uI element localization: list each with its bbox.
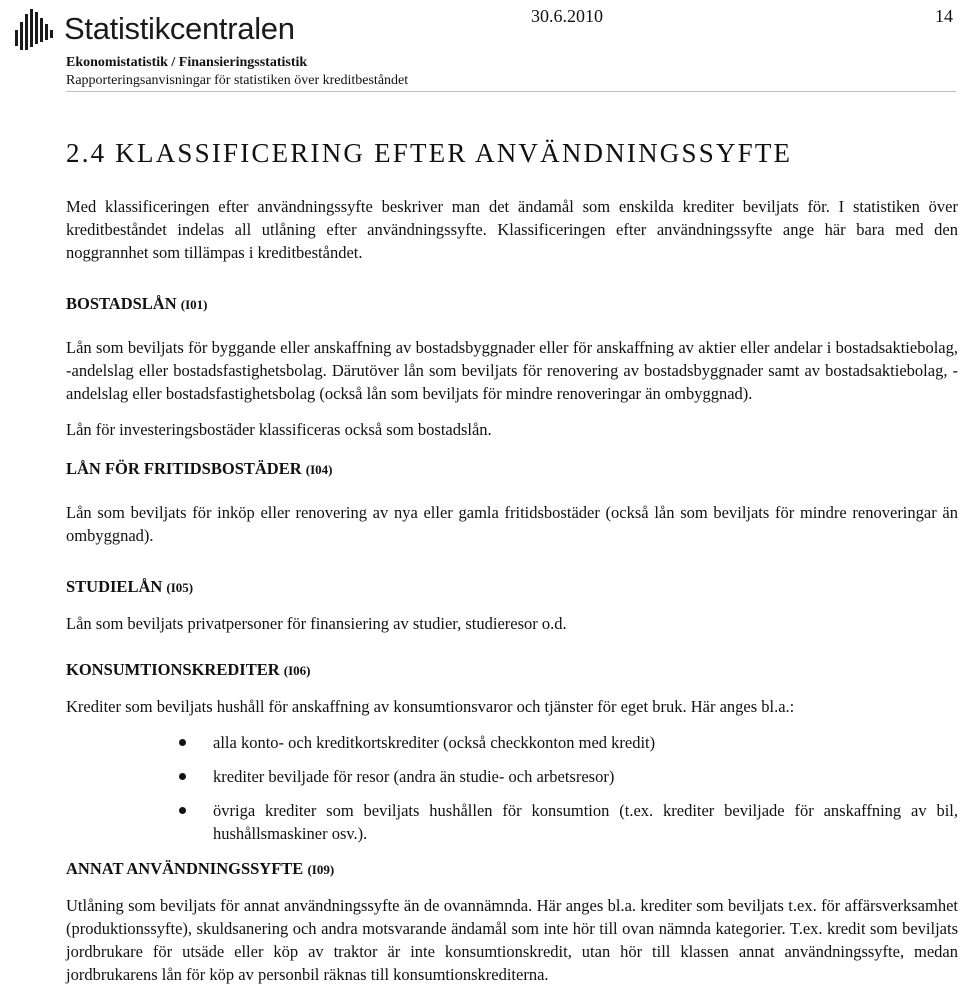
category-paragraph: Krediter som beviljats hushåll för anskaffning av konsumtionsvaror och tjänster för eget bruk. Här anges bl.a.: (66, 697, 795, 716)
header-date: 30.6.2010 (531, 6, 603, 26)
category-heading (66, 575, 958, 599)
section-title: 2.4 KLASSIFICERING EFTER ANVÄNDNINGSSYFTE (66, 138, 793, 168)
category-title: LÅN FÖR FRITIDSBOSTÄDER (66, 459, 302, 478)
logo-text: Statistikcentralen (64, 11, 295, 46)
list-item: övriga krediter som beviljats hushållen för konsumtion (t.ex. krediter beviljade för anskaffning av bil, hushållsmaskiner osv.). (66, 799, 958, 845)
bullet-icon (179, 739, 186, 746)
category-paragraph: Lån som beviljats för inköp eller renovering av nya eller gamla fritidsbostäder (också lån som beviljats för mindre renoveringar än ombyggnad). (66, 503, 958, 545)
category-studielan (66, 575, 958, 635)
category-code: (I04) (305, 462, 333, 477)
page-content (66, 138, 958, 986)
statistikcentralen-logo (14, 4, 295, 54)
category-fritidsbostader (66, 457, 958, 547)
category-code: (I09) (307, 862, 335, 877)
category-heading (66, 857, 958, 881)
list-item: alla konto- och kreditkortskrediter (också checkkonton med kredit) (66, 731, 958, 754)
department-line: Ekonomistatistik / Finansieringsstatistik (66, 55, 308, 70)
header-divider (66, 91, 956, 92)
list-item: krediter beviljade för resor (andra än studie- och arbetsresor) (66, 765, 958, 788)
category-title: STUDIELÅN (66, 577, 163, 596)
page-number: 14 (935, 6, 953, 26)
category-paragraph: Utlåning som beviljats för annat användningssyfte än de ovannämnda. Här anges bl.a. krediter som beviljats t.ex. för affärsverksamhet (produktionssyfte), skuldsanering och andra motsvarande ändamål som inte hör till ovan nämnda kategorier. T.ex. kredit som beviljats jordbrukare för utsäde eller köp av traktor är inte konsumtionskredit, utan hör till klassen annat användningssyfte, medan jordbrukarens lån för köp av personbil räknas till konsumtionskrediterna. (66, 896, 958, 984)
category-heading (66, 658, 958, 682)
bullet-list (66, 731, 958, 845)
category-title: KONSUMTIONSKREDITER (66, 660, 280, 679)
category-title: ANNAT ANVÄNDNINGSSYFTE (66, 859, 304, 878)
page-header (0, 0, 960, 92)
category-code: (I01) (180, 297, 208, 312)
category-code: (I05) (166, 580, 194, 595)
category-heading (66, 292, 958, 316)
bullet-icon (179, 773, 186, 780)
category-bostadslan (66, 292, 958, 441)
category-konsumtionskrediter (66, 658, 958, 845)
category-paragraph: Lån som beviljats för byggande eller anskaffning av bostadsbyggnader eller för anskaffning av aktier eller andelar i bostadsaktiebolag, -andelslag eller bostadsfastighetsbolag. Därutöver lån som beviljats för renovering av bostadsbyggnader samt av bostadsaktiebolag, -andelslag eller bostadsfastighetsbolag (också lån som beviljats för mindre renoveringar än ombyggnad). (66, 338, 958, 403)
document-subtitle: Rapporteringsanvisningar för statistiken över kreditbeståndet (66, 73, 409, 88)
category-heading (66, 457, 958, 481)
bullet-icon (179, 807, 186, 814)
section-intro: Med klassificeringen efter användningssyfte beskriver man det ändamål som enskilda krediter beviljats för. I statistiken över kreditbeståndet indelas all utlåning efter användningssyfte. Klassificeringen efter användningssyfte ange här bara med den noggrannhet som tillämpas i kreditbeståndet. (66, 197, 958, 262)
category-paragraph: Lån som beviljats privatpersoner för finansiering av studier, studieresor o.d. (66, 614, 567, 633)
category-title: BOSTADSLÅN (66, 294, 177, 313)
category-paragraph: Lån för investeringsbostäder klassificeras också som bostadslån. (66, 420, 492, 439)
category-code: (I06) (283, 663, 311, 678)
bar-chart-logo-icon (14, 6, 56, 52)
category-annat (66, 857, 958, 986)
